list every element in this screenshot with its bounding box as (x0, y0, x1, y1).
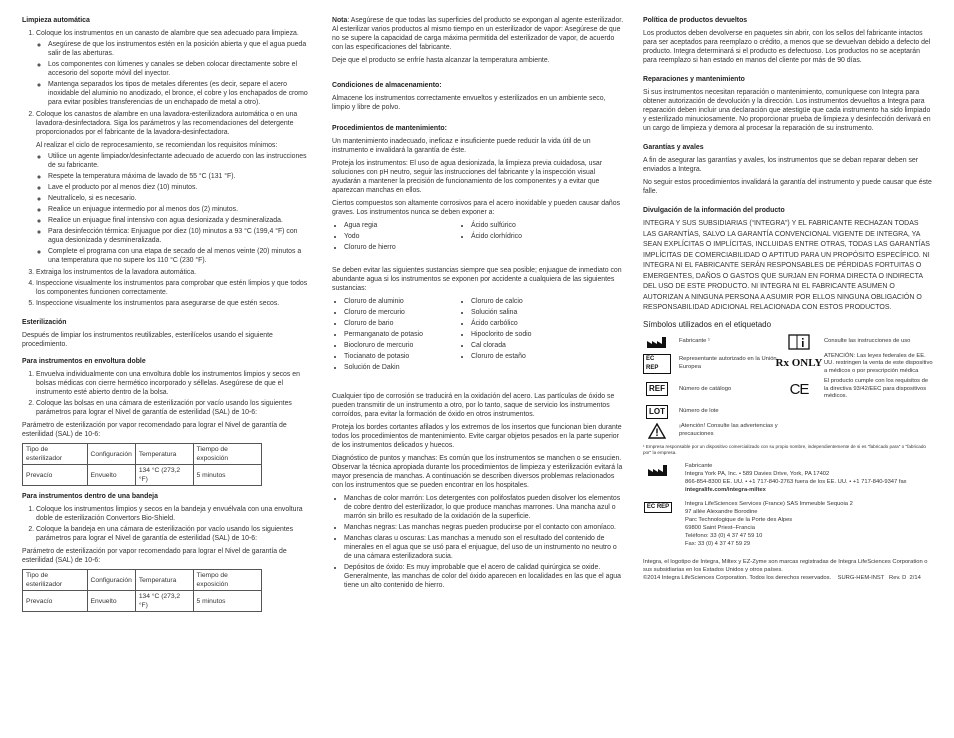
table-cell: 5 minutos (193, 465, 261, 486)
avoid-list (332, 297, 624, 374)
step-2-bullets (36, 152, 312, 265)
heading-esterilizacion: Esterilización (22, 319, 67, 326)
column-3 (643, 16, 933, 582)
nota-text: : Asegúrese de que todas las superficies del producto se expongan al agente esterilizador. Al esterilizar varios productos al mismo tiempo en un esterilizador de vapor: Asegúrese de que no se supere la capacidad de carga máxima permitida del esterilizador de vapor, de acuerdo con las especificaciones del fabricante. (332, 17, 624, 51)
mant-text-2: Proteja los instrumentos: El uso de agua desionizada, la limpieza previa cuidadosa, usar soluciones con pH neutro, seguir las instrucciones del fabricante y la inspección visual ayudarán a mantener la precisión de funcionamiento de los componentes y a evitar que aparezcan manchas en ellos. (332, 160, 603, 194)
manufacturer-address (685, 462, 907, 494)
env-step-2: 2. Coloque las bolsas en una cámara de esterilización por vacío usando los siguientes parámetros para lograr el Nivel de garantía de esterilidad (SAL) de 10-6: (36, 399, 312, 417)
rx-only-icon (775, 356, 823, 372)
ref-icon (643, 381, 671, 397)
list-item: • Solución de Dakin (344, 363, 459, 372)
list-item: • Depósitos de óxido: Es muy improbable que el acero de calidad quirúrgica se oxide. Generalmente, las manchas de color del óxido aparecen en localidades en las que el agua tiene un alto contenido de hierro. (344, 563, 624, 590)
table-cell: Prevacío (23, 591, 88, 612)
table-cell: 134 °C (273,2 °F) (135, 465, 193, 486)
bullet: ◦ Para desinfección térmica: Enjuague por diez (10) minutos a 93 °C (199,4 °F) con agua desionizada y desmineralizada. (48, 227, 312, 245)
table-row (23, 465, 262, 486)
list-item: • Agua regia (344, 221, 459, 230)
ec-rep-label: EC REP (644, 502, 672, 513)
column-1 (22, 16, 312, 618)
list-item: • Ácido sulfúrico (471, 221, 522, 230)
env-step-1: 1. Envuelva individualmente con una envoltura doble los instrumentos limpios y secos en bolsas médicas con cierre hermético incorporado y séllelas. Asegúrese de que el instrumento esté abierto dentro de la bolsa. (36, 370, 312, 397)
bullet: ◦ Complete el programa con una etapa de secado de al menos veinte (20) minutos a una temperatura que no supere los 110 °C (230 °F). (48, 247, 312, 265)
instructions-icon (785, 334, 813, 350)
list-item: • Manchas negras: Las manchas negras pueden producirse por el contacto con amoníaco. (344, 523, 624, 532)
table-cell: Envuelto (87, 591, 135, 612)
heading-envoltura: Para instrumentos en envoltura doble (22, 358, 146, 365)
list-item: • Yodo (344, 232, 459, 241)
symbol-label: El producto cumple con los requisitos de la directiva 93/42/EEC para dispositivos médicos. (824, 378, 929, 399)
table-header: Tipo de esterilizador (23, 570, 88, 591)
envoltura-steps (22, 370, 312, 417)
sterilization-table-2 (22, 569, 262, 612)
ec-rep-label: EC REP (643, 354, 671, 374)
address-line: 69800 Saint Priest–Francia (685, 524, 755, 531)
table-header: Tiempo de exposición (193, 570, 261, 591)
evitar-text: Se deben evitar las siguientes sustancias siempre que sea posible; enjuague de inmediato con abundante agua si los instrumentos se exponen por accidente a cualquiera de las siguientes sustancias: (332, 267, 622, 292)
step-1-bullets (36, 40, 312, 107)
step-3: 3. Extraiga los instrumentos de la lavadora automática. (36, 268, 312, 277)
corrosion-text-2: Proteja los bordes cortantes afilados y los extremos de los insertos que funcionan bien durante todos los procedimientos de mantenimiento. Evite cargar objetos pesados en la parte superior de los instrumentos delicados y huecos. (332, 424, 622, 449)
heading-limpieza: Limpieza automática (22, 17, 90, 24)
table-cell: Prevacío (23, 465, 88, 486)
symbol-label: Número de lote (679, 407, 719, 414)
warning-icon (643, 423, 671, 439)
stain-list (332, 494, 624, 590)
nota-paragraph (332, 16, 624, 52)
bullet: ◦ Mantenga separados los tipos de metales diferentes (es decir, separe el acero inoxidable del aluminio no anodizado, el bronce, el cobre y los enchapados de cromo para evitar posibles transferencias de un enchapado de metal a otro). (48, 80, 312, 107)
address-line: Fax: 33 (0) 4 37 47 59 29 (685, 540, 751, 547)
devueltos-text: Los productos deben devolverse en paquetes sin abrir, con los sellos del fabricante intactos para ser aceptados para reemplazo o crédito, a menos que se devuelvan debido a defecto del producto. Integra determinará si el producto es defectuoso. Los productos no se aceptarán para reemplazo si han estado en manos del cliente por más de 90 días. (643, 30, 931, 64)
symbol-label: Representante autorizado en la Unión Europea (679, 356, 777, 370)
ref-label: REF (646, 382, 668, 396)
table-header: Tipo de esterilizador (23, 444, 88, 465)
param-note-2: Parámetro de esterilización por vapor recomendado para lograr el Nivel de garantía de esterilidad (SAL) de 10-6: (22, 548, 287, 564)
symbol-label: Consulte las instrucciones de uso (824, 337, 911, 344)
table-cell: 5 minutos (193, 591, 261, 612)
esterilizacion-text: Después de limpiar los instrumentos reutilizables, esterilícelos usando el siguiente procedimiento. (22, 332, 273, 348)
table-cell: 134 °C (273,2 °F) (135, 591, 193, 612)
bullet: ◦ Realice un enjuague intermedio por al menos dos (2) minutos. (48, 205, 312, 214)
step-2 (36, 110, 312, 265)
address-line: Parc Technologique de la Porte des Alpes (685, 516, 793, 523)
step-1 (36, 29, 312, 107)
symbol-label: ¡Atención! Consulte las advertencias y precauciones (679, 423, 778, 437)
mant-text-3: Ciertos compuestos son altamente corrosivos para el acero inoxidable y pueden causar daños graves. Los instrumentos nunca se deben exponer a: (332, 200, 621, 216)
almacenamiento-text: Almacene los instrumentos correctamente envueltos y esterilizados en un ambiente seco, limpio y libre de polvo. (332, 95, 606, 111)
eu-rep-address (685, 500, 853, 548)
list-item: • Tiocianato de potasio (344, 352, 459, 361)
ec-rep-icon (643, 356, 671, 372)
address-line: 866-854-8300 EE. UU. • +1 717-840-2763 fuera de los EE. UU. • +1 717-840-9347 fax (685, 478, 907, 485)
corrosion-text-3: Diagnóstico de puntos y manchas: Es común que los instrumentos se manchen o se ensucien. Observar la técnica apropiada durante los procedimientos de limpieza y esterilización evitará la mayor presencia de manchas. A continuación se describen diversos problemas relacionados con los instrumentos que se pueden encontrar en los hospitales. (332, 455, 623, 489)
list-item: • Hipoclorito de sodio (471, 330, 532, 339)
trademark-notice: Integra, el logotipo de Integra, Miltex y EZ-Zyme son marcas registradas de Integra LifeSciences Corporation o sus subsidiarias en los Estados Unidos y otros países. (643, 558, 928, 573)
lot-label: LOT (646, 405, 668, 419)
list-item: • Solución salina (471, 308, 532, 317)
ce-mark-icon (785, 381, 813, 397)
step-5: 5. Inspeccione visualmente los instrumentos para asegurarse de que estén secos. (36, 299, 312, 308)
exposure-list-right (459, 221, 522, 254)
exposure-list (332, 221, 624, 254)
avoid-list-left (332, 297, 459, 374)
heading-devueltos: Política de productos devueltos (643, 17, 748, 24)
list-item: • Cloruro de mercurio (344, 308, 459, 317)
table-header: Temperatura (135, 570, 193, 591)
list-item: • Manchas de color marrón: Los detergentes con polifosfatos pueden disolver los elementos de cobre dentro del esterilizador, lo que produce manchas marrones. Una mancha azul o marrón sin brillo es resultado de la oxidación de la superficie. (344, 494, 624, 521)
table-row (23, 591, 262, 612)
garantias-text-1: A fin de asegurar las garantías y avales, los instrumentos que se deban reparar deben ser enviados a Integra. (643, 157, 919, 173)
symbol-label: Fabricante ¹ (679, 337, 710, 344)
copyright-notice: ©2014 Integra LifeSciences Corporation. Todos los derechos reservados. SURG-HEM-INST Rev. D 2/14 (643, 574, 921, 581)
bandeja-steps (22, 505, 312, 543)
list-item: • Biocloruro de mercurio (344, 341, 459, 350)
bullet: ◦ Neutralícelo, si es necesario. (48, 194, 312, 203)
address-line: Integra LifeSciences Services (France) SAS Immeuble Sequoia 2 (685, 500, 853, 507)
list-item: • Cloruro de bario (344, 319, 459, 328)
list-item: • Cloruro de calcio (471, 297, 532, 306)
column-2 (332, 16, 624, 593)
reparaciones-text: Si sus instrumentos necesitan reparación o mantenimiento, comuníquese con Integra para obtener autorización de devolución y la dirección. Los instrumentos devueltos a Integra para reparación deben incluir una declaración que atestigüe que cada instrumento ha sido limpiado y esterilizado minuciosamente. No proporcionar prueba de limpieza y desinfección derivará en un cargo de limpieza y demora al procesar la reparación de su instrumento. (643, 89, 931, 132)
heading-garantias: Garantías y avales (643, 144, 704, 151)
table-header: Tiempo de exposición (193, 444, 261, 465)
step-2-note: Al realizar el ciclo de reprocesamiento, se recomiendan los requisitos mínimos: (36, 142, 278, 149)
list-item: • Cloruro de estaño (471, 352, 532, 361)
band-step-2: 2. Coloque la bandeja en una cámara de esterilización por vacío usando los siguientes parámetros para lograr el Nivel de garantía de esterilidad (SAL) de 10-6: (36, 525, 312, 543)
table-cell: Envuelto (87, 465, 135, 486)
table-header: Configuración (87, 444, 135, 465)
list-item: • Ácido carbólico (471, 319, 532, 328)
manufacturer-block (643, 462, 933, 494)
param-note: Parámetro de esterilización por vapor recomendado para lograr el Nivel de garantía de esterilidad (SAL) de 10-6: (22, 422, 287, 438)
avoid-list-right (459, 297, 532, 374)
address-line: Integra York PA, Inc. • 589 Davies Drive, York, PA 17402 (685, 470, 830, 477)
bullet: ◦ Asegúrese de que los instrumentos estén en la posición abierta y que el agua pueda salir de las aberturas. (48, 40, 312, 58)
mant-text-1: Un mantenimiento inadecuado, ineficaz e insuficiente puede reducir la vida útil de un instrumento e invalidará la garantía de éste. (332, 138, 591, 154)
step-1-text: Coloque los instrumentos en un canasto de alambre que sea adecuado para limpieza. (36, 30, 299, 37)
lot-icon (643, 404, 671, 420)
table-header-row (23, 444, 262, 465)
manufacturer-icon (643, 462, 673, 478)
list-item: • Cloruro de aluminio (344, 297, 459, 306)
table-header: Temperatura (135, 444, 193, 465)
cleaning-steps (22, 29, 312, 308)
manufacturer-icon (643, 334, 671, 350)
list-item: • Ácido clorhídrico (471, 232, 522, 241)
list-item: • Cal clorada (471, 341, 532, 350)
corrosion-text-1: Cualquier tipo de corrosión se traducirá en la oxidación del acero. Las partículas de óxido se pueden transmitir de un instrumento a otro, por lo tanto, saque de servicio los instrumentos corroídos, para evitar la formación de óxido en otros instrumentos. (332, 393, 615, 418)
heading-reparaciones: Reparaciones y mantenimiento (643, 76, 745, 83)
exposure-list-left (332, 221, 459, 254)
symbols-title: Símbolos utilizados en el etiquetado (643, 319, 772, 329)
address-line: Fabricante (685, 462, 713, 469)
heading-bandeja: Para instrumentos dentro de una bandeja (22, 493, 158, 500)
garantias-text-2: No seguir estos procedimientos invalidará la garantía del instrumento y puede causar que éste falle. (643, 179, 932, 195)
nota-label: Nota (332, 17, 348, 24)
address-line: Teléfono: 33 (0) 4 37 47 59 10 (685, 532, 763, 539)
band-step-1: 1. Coloque los instrumentos limpios y secos en la bandeja y envuélvala con una envoltura doble de esterilización Convertors Bio-Shield. (36, 505, 312, 523)
bullet: ◦ Utilice un agente limpiador/desinfectante adecuado de acuerdo con las instrucciones de su fabricante. (48, 152, 312, 170)
step-4: 4. Inspeccione visualmente los instrumentos para comprobar que estén limpios y que todos los componentes funcionen correctamente. (36, 279, 312, 297)
heading-divulgacion: Divulgación de la información del producto (643, 207, 785, 214)
table-header-row (23, 570, 262, 591)
address-line: 97 allée Alexandre Borodine (685, 508, 758, 515)
bullet: ◦ Respete la temperatura máxima de lavado de 55 °C (131 °F). (48, 172, 312, 181)
bullet: ◦ Realice un enjuague final intensivo con agua desionizada y desmineralizada. (48, 216, 312, 225)
heading-almacenamiento: Condiciones de almacenamiento: (332, 82, 442, 89)
bullet: ◦ Los componentes con lúmenes y canales se deben colocar directamente sobre el accesorio del soporte móvil del inyector. (48, 60, 312, 78)
step-2-text: Coloque los canastos de alambre en una lavadora-esterilizadora automática o en una lavadora-desinfectadora. Siga los parámetros y las recomendaciones del detergente proporcionados por el fabricante de la lavadora-desinfectadora. (36, 111, 298, 136)
symbols-grid (643, 334, 933, 439)
list-item: • Cloruro de hierro (344, 243, 459, 252)
list-item: • Manchas claras u oscuras: Las manchas a menudo son el resultado del contenido de minerales en el agua que se usó para el enjuague, del uso de un instrumento no neutro o de una cámara esterilizadora sucia. (344, 534, 624, 561)
symbol-label: Número de catálogo (679, 385, 732, 392)
table-header: Configuración (87, 570, 135, 591)
bullet: ◦ Lave el producto por al menos diez (10) minutos. (48, 183, 312, 192)
eu-rep-block (643, 500, 933, 548)
symbol-label: ATENCIÓN: Las leyes federales de EE. UU. restringen la venta de este dispositivo a médicos o por prescripción médica (824, 352, 933, 374)
legal-footer (643, 558, 933, 582)
enfrie-text: Deje que el producto se enfríe hasta alcanzar la temperatura ambiente. (332, 57, 550, 64)
footnote: ¹ Empresa responsable por un dispositivo comercializado con su propio nombre, independientemente de si es "fabricado para" o "fabricado por" la empresa. (643, 443, 926, 455)
heading-mantenimiento: Procedimientos de mantenimiento: (332, 125, 447, 132)
ec-rep-icon (643, 500, 673, 516)
list-item: • Permanganato de potasio (344, 330, 459, 339)
sterilization-table-1 (22, 443, 262, 486)
manufacturer-website: integralife.com/integra-miltex (685, 486, 766, 493)
rx-only-label: Rx ONLY (775, 357, 823, 370)
ce-label: CE (789, 380, 809, 398)
divulgacion-text: INTEGRA Y SUS SUBSIDIARIAS (“INTEGRA”) Y EL FABRICANTE RECHAZAN TODAS LAS GARANTÍAS, SALVO LA GARANTÍA CONVENCIONAL VIGENTE DE INTEGRA, YA SEAN EXPLÍCITAS O IMPLÍCITAS, INCLUIDAS ENTRE OTRAS, TODAS LAS GARANTÍAS IMPLÍCITAS DE COMERCIABILIDAD O APTITUD PARA UN PROPÓSITO ESPECÍFICO. NI INTEGRA NI EL FABRICANTE SERÁN RESPONSABLES DE PÉRDIDAS FORTUITAS O EMERGENTES, DAÑOS O GASTOS QUE SURJAN EN FORMA DIRECTA O INDIRECTA DEL USO DE ESTE PRODUCTO. NI INTEGRA NI EL FABRICANTE ASUMEN O AUTORIZAN A NINGUNA PERSONA A ASUMIR POR ELLOS NINGUNA OBLIGACIÓN O RESPONSABILIDAD ADICIONAL RELACIONADA CON ESTOS PRODUCTOS. (643, 220, 930, 311)
